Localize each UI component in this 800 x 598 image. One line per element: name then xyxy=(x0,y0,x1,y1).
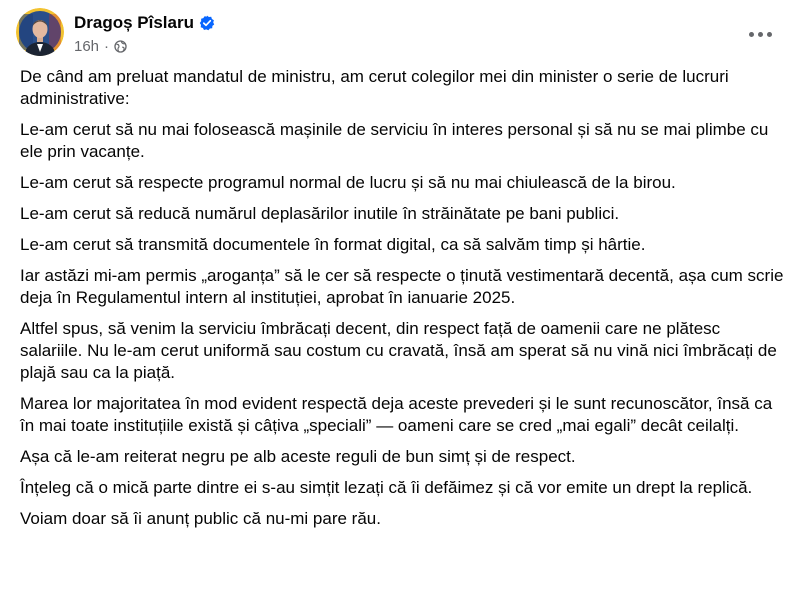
more-options-button[interactable] xyxy=(744,18,776,50)
post-paragraph-2: Le-am cerut să nu mai folosească mașinile de serviciu în interes personal și să nu se mai plimbe cu ele prin vacanțe. xyxy=(20,120,769,161)
post-paragraph-11: Voiam doar să îi anunț public că nu-mi pare rău. xyxy=(20,509,381,528)
post-header xyxy=(16,8,784,60)
post-paragraph-5: Le-am cerut să transmită documentele în format digital, ca să salvăm timp și hârtie. xyxy=(20,235,646,254)
post-paragraph-8: Marea lor majoritatea în mod evident respectă deja aceste prevederi și le sunt recunoscător, însă ca în mai toate instituțiile există și câțiva „speciali” — oameni care se cred „mai egali” decât ceilalți. xyxy=(20,394,773,435)
post-paragraph-1: De când am preluat mandatul de ministru, am cerut colegilor mei din minister o serie de lucruri administrative: xyxy=(20,67,729,108)
post-paragraph-10: Înțeleg că o mică parte dintre ei s-au simțit lezați că îi defăimez și că vor emite un drept la replică. xyxy=(20,478,753,497)
author-block xyxy=(74,12,215,56)
post-body xyxy=(20,66,785,539)
post-paragraph-3: Le-am cerut să respecte programul normal de lucru și să nu mai chiulească de la birou. xyxy=(20,173,676,192)
post-meta xyxy=(74,36,215,56)
post-paragraph-9: Așa că le-am reiterat negru pe alb aceste reguli de bun simț și de respect. xyxy=(20,447,576,466)
avatar[interactable] xyxy=(16,8,64,56)
post-paragraph-4: Le-am cerut să reducă numărul deplasărilor inutile în străinătate pe bani publici. xyxy=(20,204,620,223)
verified-badge-icon xyxy=(199,15,215,31)
more-options-icon xyxy=(749,32,772,37)
globe-icon[interactable] xyxy=(114,40,127,53)
timestamp[interactable]: 16h xyxy=(74,37,100,55)
post-paragraph-7: Altfel spus, să venim la serviciu îmbrăcați decent, din respect față de oamenii care ne plătesc salariile. Nu le-am cerut uniformă sau costum cu cravată, însă am sperat să nu vină nici îmbrăcați de plajă sau ca la piață. xyxy=(20,319,777,382)
author-name[interactable]: Dragoș Pîslaru xyxy=(74,13,194,32)
separator-dot: · xyxy=(104,37,110,55)
post-paragraph-6: Iar astăzi mi-am permis „aroganța” să le cer să respecte o ținută vestimentară decentă, așa cum scrie deja în Regulamentul intern al instituției, aprobat în ianuarie 2025. xyxy=(20,266,784,307)
author-row xyxy=(74,12,215,34)
